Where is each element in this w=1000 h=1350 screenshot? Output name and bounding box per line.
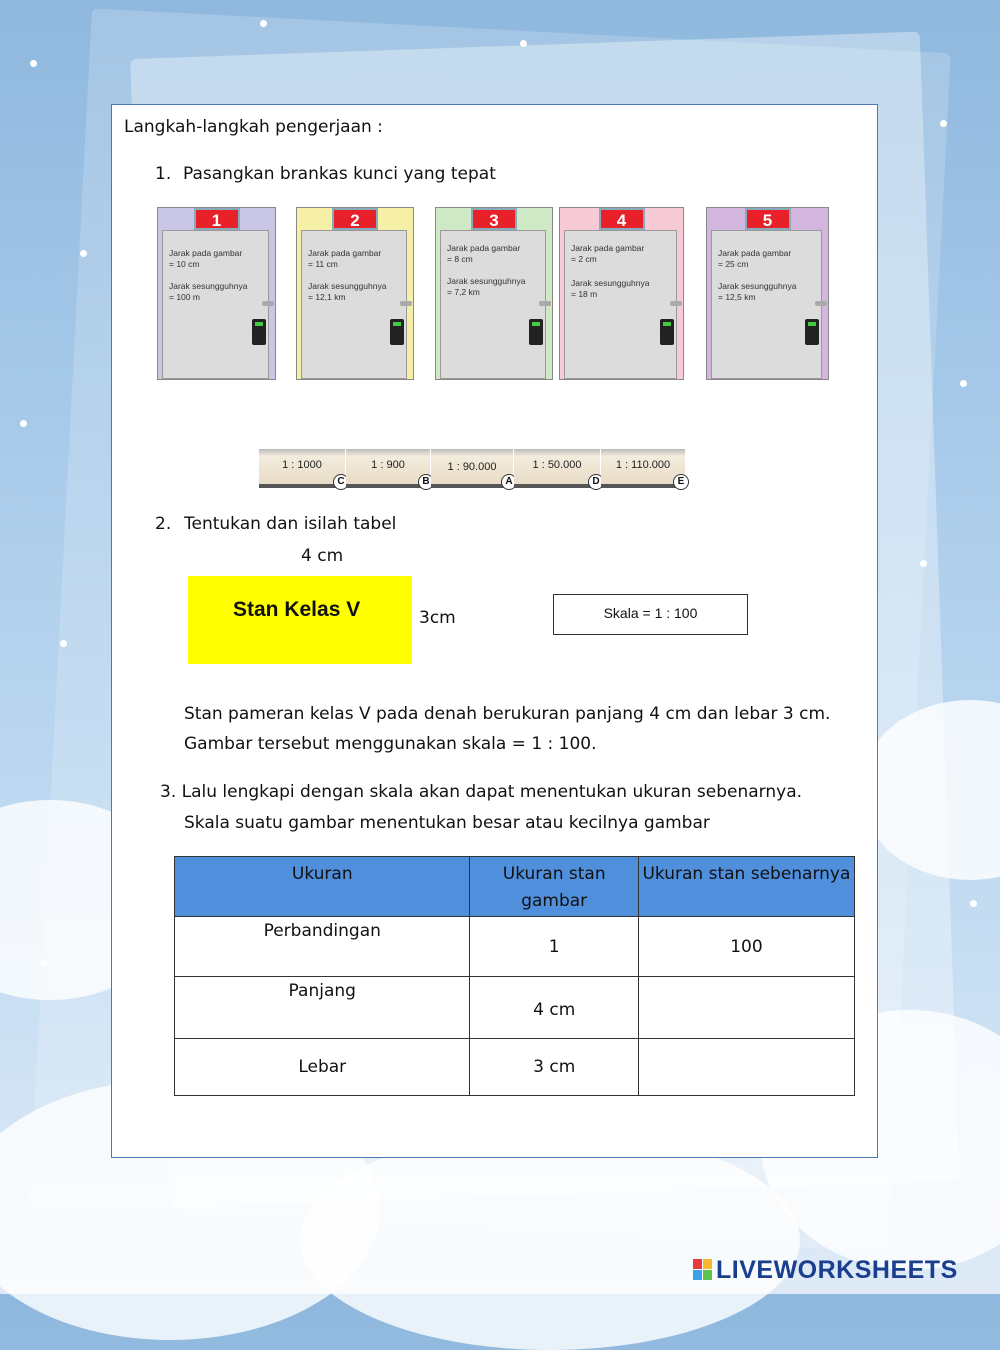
- locker-number-tab: 1: [194, 208, 240, 230]
- snowflake: [30, 60, 37, 67]
- locker-number-tab: 4: [599, 208, 645, 230]
- table-row: [175, 917, 855, 977]
- scale-card[interactable]: [514, 449, 600, 488]
- table-cell: Lebar: [175, 1039, 470, 1096]
- snowflake: [940, 120, 947, 127]
- scale-value: 1 : 50.000: [532, 459, 582, 471]
- locker-number-tab: 3: [471, 208, 517, 230]
- answer-input-cell[interactable]: [638, 977, 854, 1039]
- snowflake: [520, 40, 527, 47]
- locker-text: = 18 m: [571, 289, 598, 299]
- scale-key: C: [333, 474, 349, 490]
- scale-key: A: [501, 474, 517, 490]
- locker-text: Jarak pada gambar: [718, 248, 792, 258]
- snowflake: [60, 640, 67, 647]
- locker-door: [301, 230, 407, 379]
- locker-text: = 11 cm: [308, 259, 338, 269]
- table-cell: Panjang: [175, 977, 470, 1039]
- locker-1: [157, 207, 276, 380]
- snowflake: [260, 20, 267, 27]
- snowflake: [80, 250, 87, 257]
- snowflake: [20, 420, 27, 427]
- table-cell: 1: [470, 917, 638, 977]
- table-header-row: [175, 857, 855, 917]
- column-header: Ukuran: [175, 857, 470, 917]
- locker-door: [564, 230, 677, 379]
- keypad-icon: [390, 319, 404, 345]
- height-label: 3cm: [419, 608, 456, 628]
- scale-box: Skala = 1 : 100: [553, 594, 748, 635]
- snowflake: [40, 960, 47, 967]
- keypad-icon: [805, 319, 819, 345]
- locker-handle: [815, 301, 827, 306]
- table-row: [175, 977, 855, 1039]
- step3-line1: 3. Lalu lengkapi dengan skala akan dapat menentukan ukuran sebenarnya.: [160, 782, 803, 802]
- locker-handle: [262, 301, 274, 306]
- locker-number-tab: 2: [332, 208, 378, 230]
- scale-key: B: [418, 474, 434, 490]
- table-cell: 4 cm: [470, 977, 638, 1039]
- locker-door: [440, 230, 546, 379]
- scale-key: E: [673, 474, 689, 490]
- locker-text: Jarak pada gambar: [447, 243, 521, 253]
- scale-key: D: [588, 474, 604, 490]
- locker-5: [706, 207, 829, 380]
- scale-card[interactable]: [259, 449, 345, 488]
- step2-text: Tentukan dan isilah tabel: [184, 514, 397, 534]
- locker-text: = 12,5 km: [718, 292, 756, 302]
- locker-text: Jarak sesungguhnya: [308, 281, 387, 291]
- locker-2: [296, 207, 414, 380]
- step1-text: Pasangkan brankas kunci yang tepat: [183, 164, 496, 184]
- table-cell: 100: [638, 917, 854, 977]
- locker-text: Jarak sesungguhnya: [169, 281, 248, 291]
- locker-text: Jarak pada gambar: [571, 243, 645, 253]
- locker-text: Jarak sesungguhnya: [718, 281, 797, 291]
- locker-text: Jarak sesungguhnya: [571, 278, 650, 288]
- snowflake: [960, 380, 967, 387]
- locker-door: [162, 230, 269, 379]
- snowflake: [920, 560, 927, 567]
- brand-wordmark: LIVEWORKSHEETS: [716, 1256, 958, 1284]
- scale-card[interactable]: [431, 449, 513, 488]
- stand-title: Stan Kelas V: [233, 598, 361, 621]
- step2-number: 2.: [155, 514, 172, 534]
- scale-value: 1 : 110.000: [615, 459, 671, 471]
- table-row: [175, 1039, 855, 1096]
- scale-value: 1 : 90.000: [447, 461, 497, 473]
- scale-value: 1 : 900: [371, 459, 405, 471]
- table-cell: Perbandingan: [175, 917, 470, 977]
- width-label: 4 cm: [301, 546, 344, 566]
- keypad-icon: [660, 319, 674, 345]
- column-header: Ukuran stan sebenarnya: [638, 857, 854, 917]
- stand-drawing: [188, 576, 412, 664]
- step3-line2: Skala suatu gambar menentukan besar atau kecilnya gambar: [184, 813, 710, 833]
- step1-number: 1.: [155, 164, 172, 184]
- answer-table: [174, 856, 855, 1096]
- scale-card[interactable]: [601, 449, 685, 488]
- locker-text: = 2 cm: [571, 254, 597, 264]
- scale-card[interactable]: [346, 449, 430, 488]
- instructions-heading: Langkah-langkah pengerjaan :: [124, 117, 383, 137]
- locker-text: Jarak sesungguhnya: [447, 276, 526, 286]
- liveworksheets-logo-icon: [693, 1259, 713, 1281]
- table-cell: 3 cm: [470, 1039, 638, 1096]
- paragraph-line1: Stan pameran kelas V pada denah berukuran panjang 4 cm dan lebar 3 cm.: [184, 704, 831, 724]
- column-header: Ukuran stan gambar: [470, 857, 638, 917]
- locker-3: [435, 207, 553, 380]
- locker-text: = 7,2 km: [447, 287, 480, 297]
- scale-value: 1 : 1000: [282, 459, 322, 471]
- locker-handle: [539, 301, 551, 306]
- keypad-icon: [529, 319, 543, 345]
- locker-handle: [400, 301, 412, 306]
- locker-text: = 25 cm: [718, 259, 749, 269]
- locker-text: = 100 m: [169, 292, 200, 302]
- snowflake: [970, 900, 977, 907]
- answer-input-cell[interactable]: [638, 1039, 854, 1096]
- paragraph-line2: Gambar tersebut menggunakan skala = 1 : 100.: [184, 734, 597, 754]
- snow-cloud: [300, 1130, 800, 1350]
- locker-text: Jarak pada gambar: [308, 248, 382, 258]
- locker-number-tab: 5: [745, 208, 791, 230]
- locker-text: = 12,1 km: [308, 292, 346, 302]
- locker-4: [559, 207, 684, 380]
- keypad-icon: [252, 319, 266, 345]
- locker-text: = 8 cm: [447, 254, 473, 264]
- locker-handle: [670, 301, 682, 306]
- locker-door: [711, 230, 822, 379]
- locker-text: = 10 cm: [169, 259, 200, 269]
- locker-text: Jarak pada gambar: [169, 248, 243, 258]
